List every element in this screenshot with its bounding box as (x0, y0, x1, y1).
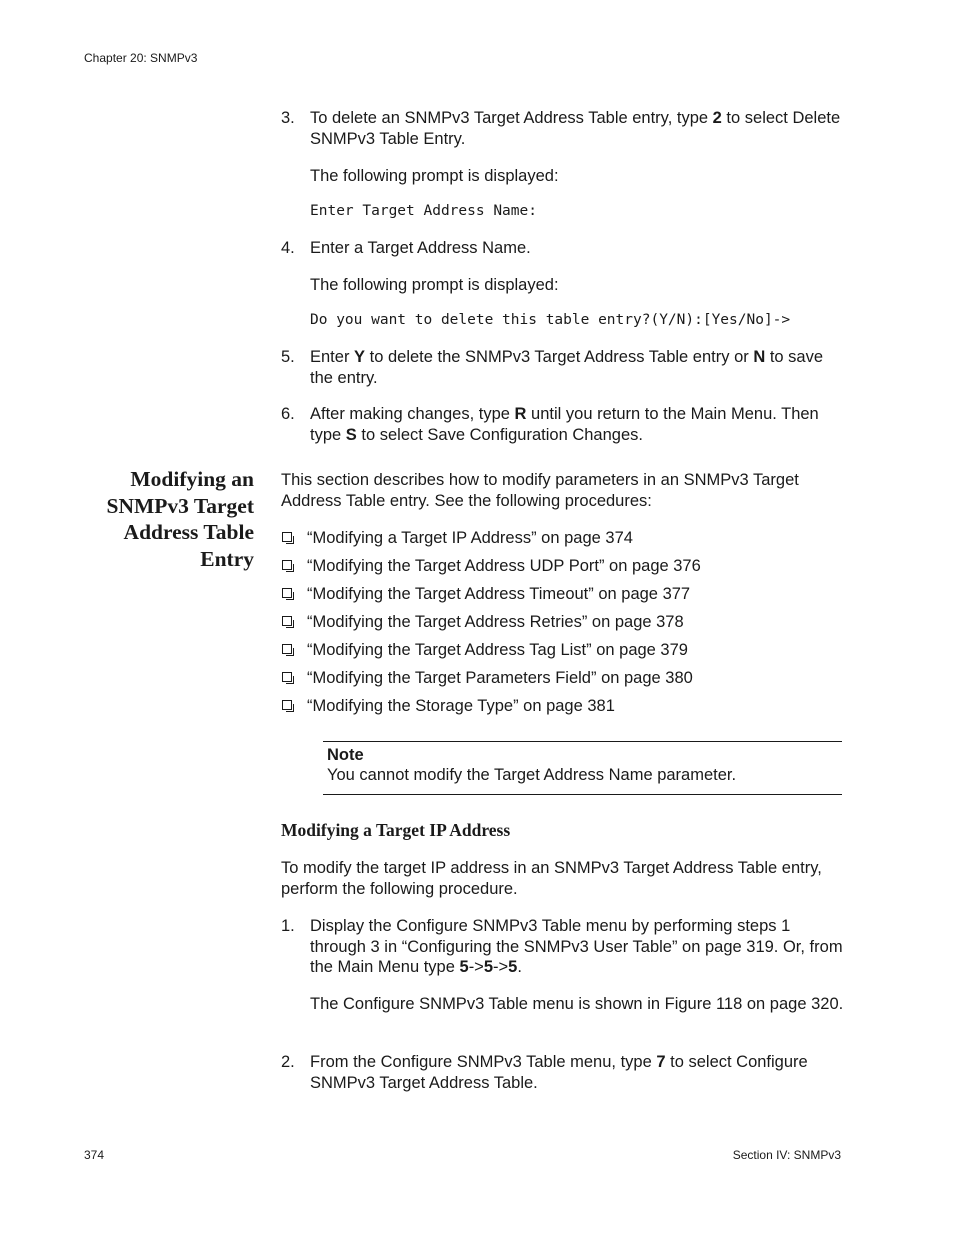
note-text: You cannot modify the Target Address Name parameter. (327, 766, 737, 784)
code-delete-confirm: Do you want to delete this table entry?(Y/N):[Yes/No]-> (310, 312, 791, 328)
step-number: 4. (281, 239, 295, 257)
step-number: 2. (281, 1053, 295, 1071)
step-5-text: Enter Y to delete the SNMPv3 Target Address Table entry or N to save the entry. (310, 348, 824, 387)
checkbox-bullet-icon (282, 588, 292, 598)
list-item[interactable]: “Modifying the Storage Type” on page 381 (281, 696, 841, 717)
step-number: 3. (281, 109, 295, 127)
list-item[interactable]: “Modifying the Target Address Retries” on page 378 (281, 612, 841, 633)
page-number: 374 (84, 1148, 105, 1162)
checkbox-bullet-icon (282, 644, 292, 654)
checkbox-bullet-icon (282, 700, 292, 710)
subsection-title: Modifying a Target IP Address (281, 820, 511, 840)
step-number: 6. (281, 405, 295, 423)
note-title: Note (327, 746, 364, 764)
list-item[interactable]: “Modifying the Target Address Tag List” on page 379 (281, 640, 841, 661)
subsection-intro: To modify the target IP address in an SNMPv3 Target Address Table entry, perform the following procedure. (281, 859, 822, 898)
running-footer: Section IV: SNMPv3 (732, 1148, 841, 1162)
section-intro: This section describes how to modify parameters in an SNMPv3 Target Address Table entry. See the following procedures: (281, 471, 799, 510)
list-item[interactable]: “Modifying a Target IP Address” on page 374 (281, 528, 841, 549)
prompt-label: The following prompt is displayed: (310, 276, 559, 294)
checkbox-bullet-icon (282, 616, 292, 626)
checkbox-bullet-icon (282, 532, 292, 542)
prompt-label: The following prompt is displayed: (310, 167, 559, 185)
checkbox-bullet-icon (282, 672, 292, 682)
step-3-text: To delete an SNMPv3 Target Address Table entry, type 2 to select Delete SNMPv3 Table Entry. (310, 109, 841, 148)
step-1-text: Display the Configure SNMPv3 Table menu by performing steps 1 through 3 in “Configuring the SNMPv3 User Table” on page 319. Or, from the Main Menu type 5->5->5. (310, 917, 843, 976)
step-1-note: The Configure SNMPv3 Table menu is shown in Figure 118 on page 320. (310, 995, 844, 1013)
step-number: 1. (281, 917, 295, 935)
code-enter-target: Enter Target Address Name: (310, 203, 537, 219)
running-header: Chapter 20: SNMPv3 (84, 51, 198, 65)
note-top-rule (323, 741, 842, 742)
note-bottom-rule (323, 794, 842, 795)
list-item[interactable]: “Modifying the Target Address UDP Port” on page 376 (281, 556, 841, 577)
checkbox-bullet-icon (282, 560, 292, 570)
step-6-text: After making changes, type R until you return to the Main Menu. Then type S to select Save Configuration Changes. (310, 405, 819, 444)
step-2-text: From the Configure SNMPv3 Table menu, type 7 to select Configure SNMPv3 Target Address Table. (310, 1053, 808, 1092)
list-item[interactable]: “Modifying the Target Address Timeout” on page 377 (281, 584, 841, 605)
list-item[interactable]: “Modifying the Target Parameters Field” on page 380 (281, 668, 841, 689)
section-heading: Modifying an SNMPv3 Target Address Table Entry (106, 467, 254, 571)
step-4-text: Enter a Target Address Name. (310, 239, 531, 257)
step-number: 5. (281, 348, 295, 366)
